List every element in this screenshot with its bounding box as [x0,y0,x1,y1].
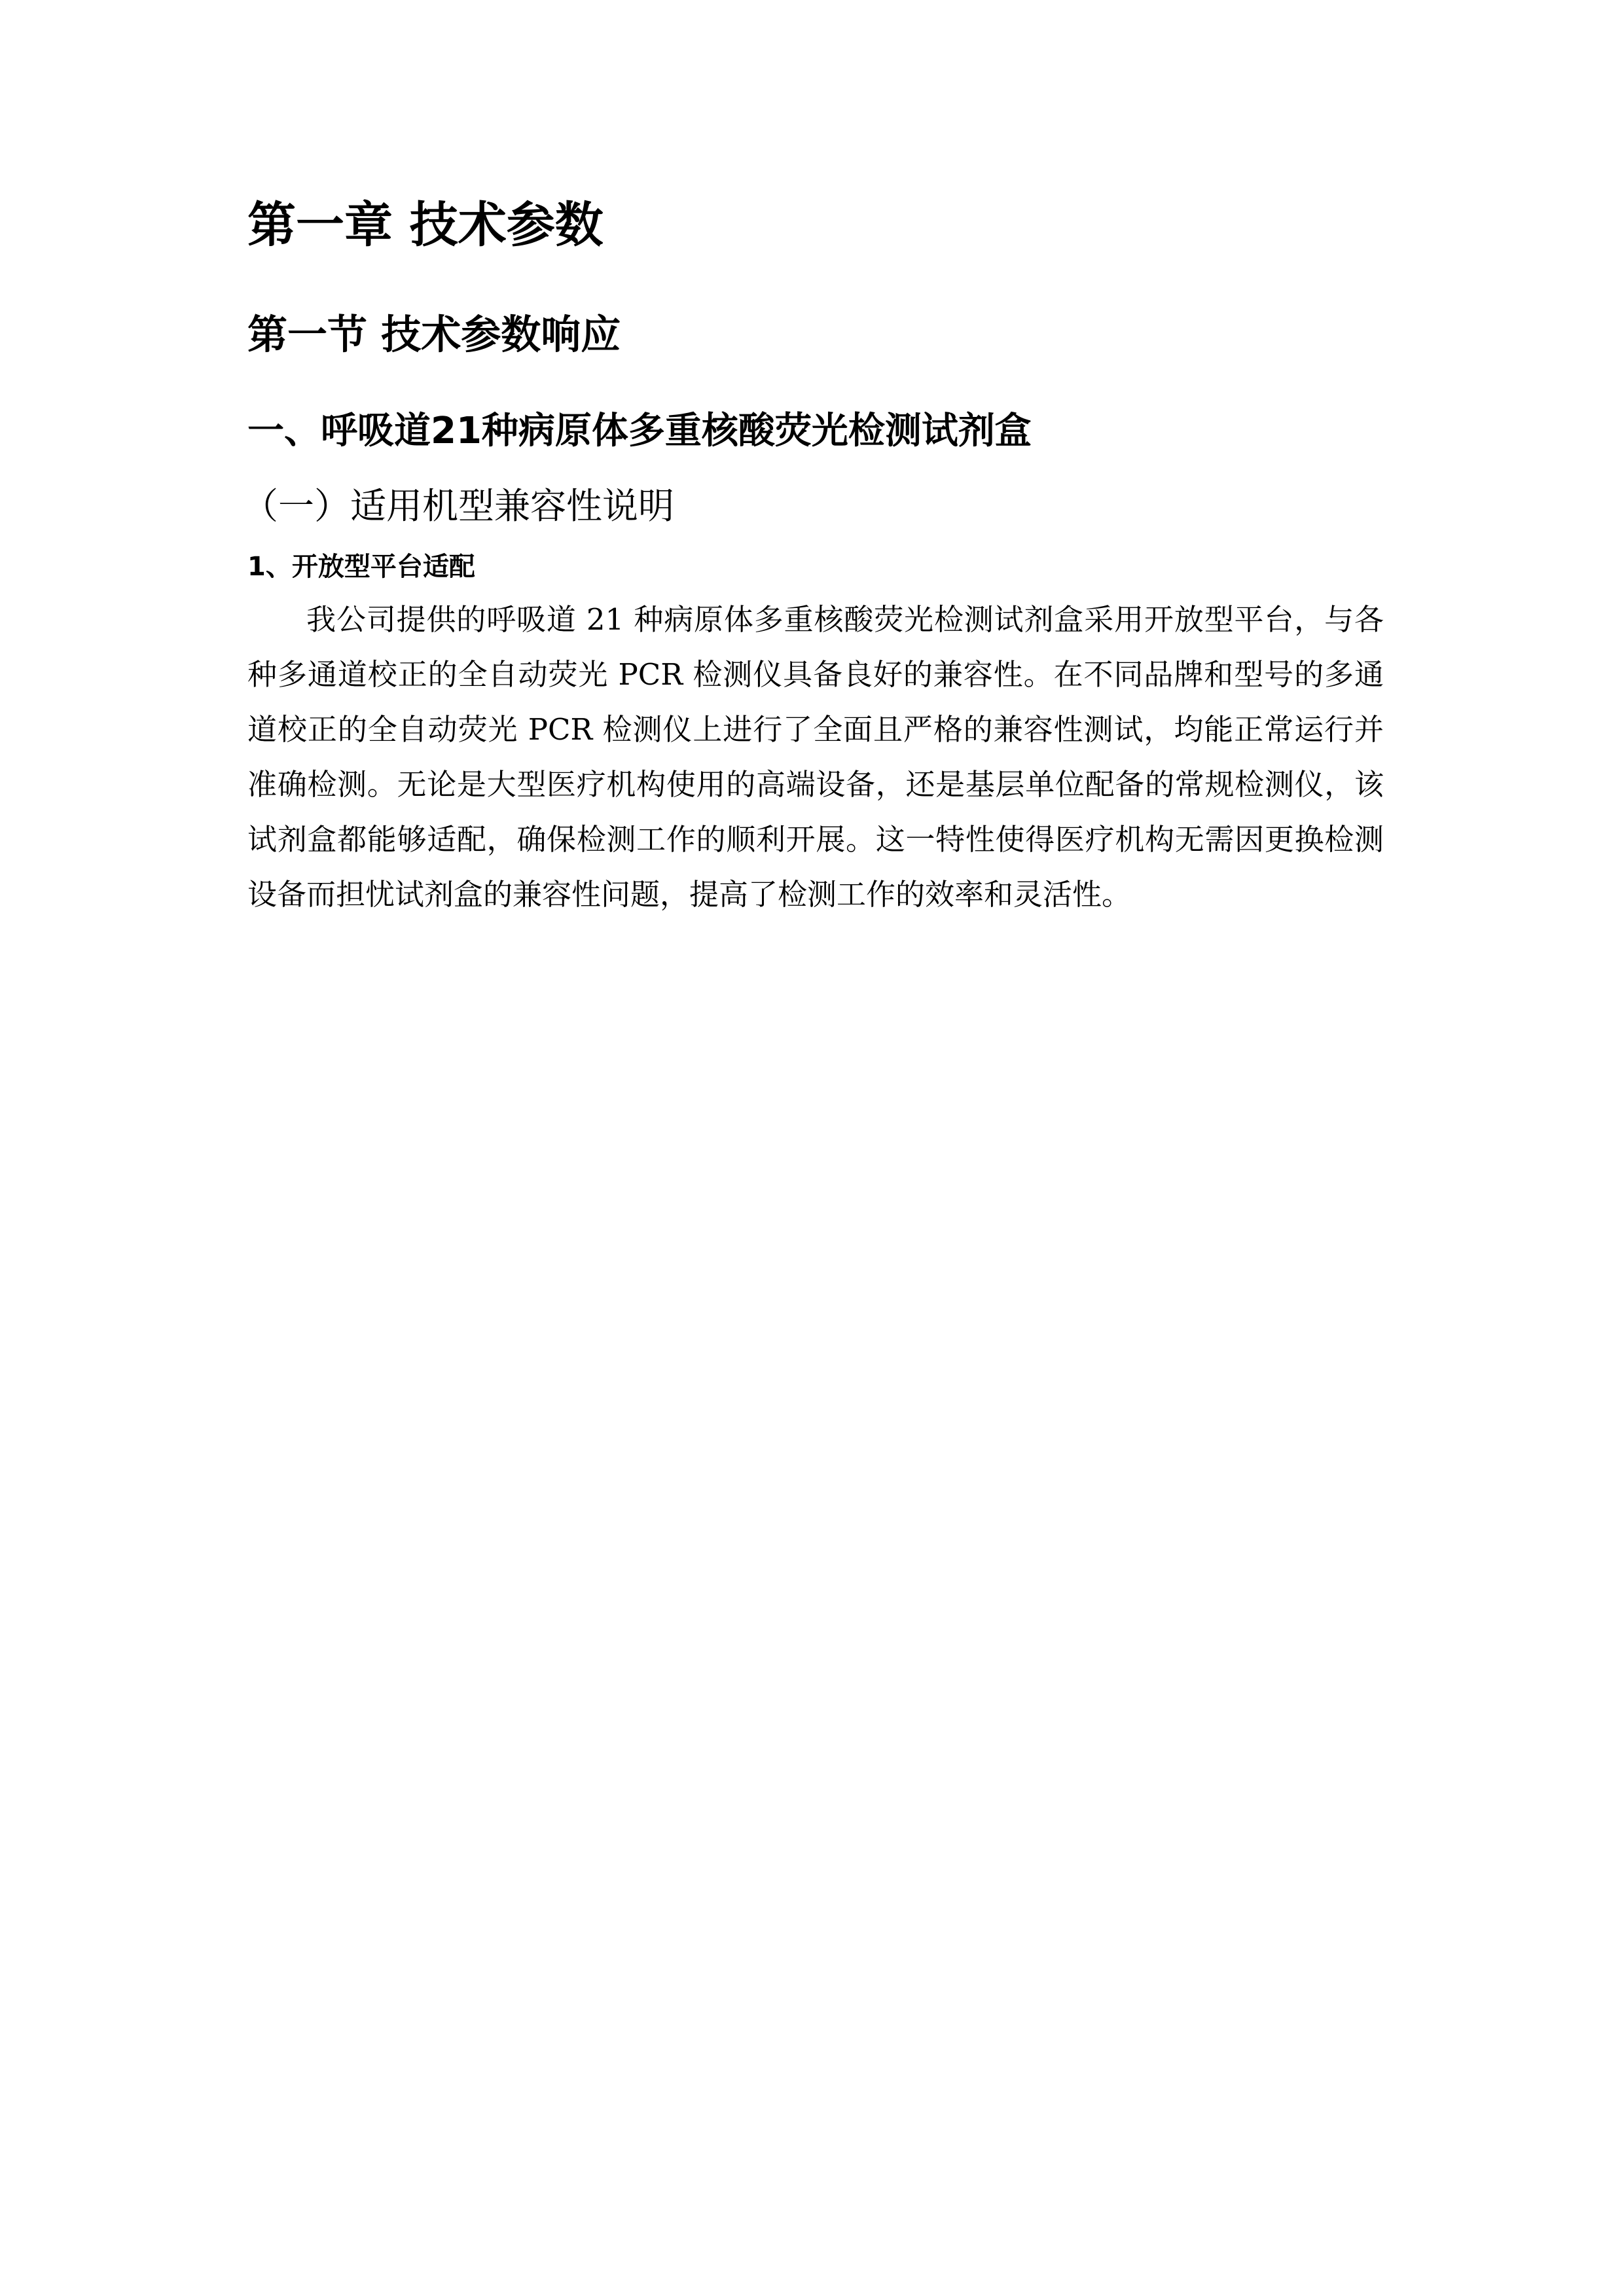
body-paragraph: 我公司提供的呼吸道 21 种病原体多重核酸荧光检测试剂盒采用开放型平台，与各种多通道校正的全自动荧光 PCR 检测仪具备良好的兼容性。在不同品牌和型号的多通道校正的全自动荧光 PCR 检测仪上进行了全面且严格的兼容性测试，均能正常运行并准确检测。无论是大型医疗机构使用的高端设备，还是基层单位配备的常规检测仪，该试剂盒都能够适配，确保检测工作的顺利开展。这一特性使得医疗机构无需因更换检测设备而担忧试剂盒的兼容性问题，提高了检测工作的效率和灵活性。 [247,602,1384,912]
chapter-title: 第一章 技术参数 [247,197,604,253]
item-title: 一、呼吸道21种病原体多重核酸荧光检测试剂盒 [247,410,1032,452]
point-title: 1、开放型平台适配 [247,552,475,582]
subitem-title: （一）适用机型兼容性说明 [242,485,675,527]
section-title: 第一节 技术参数响应 [247,312,621,358]
